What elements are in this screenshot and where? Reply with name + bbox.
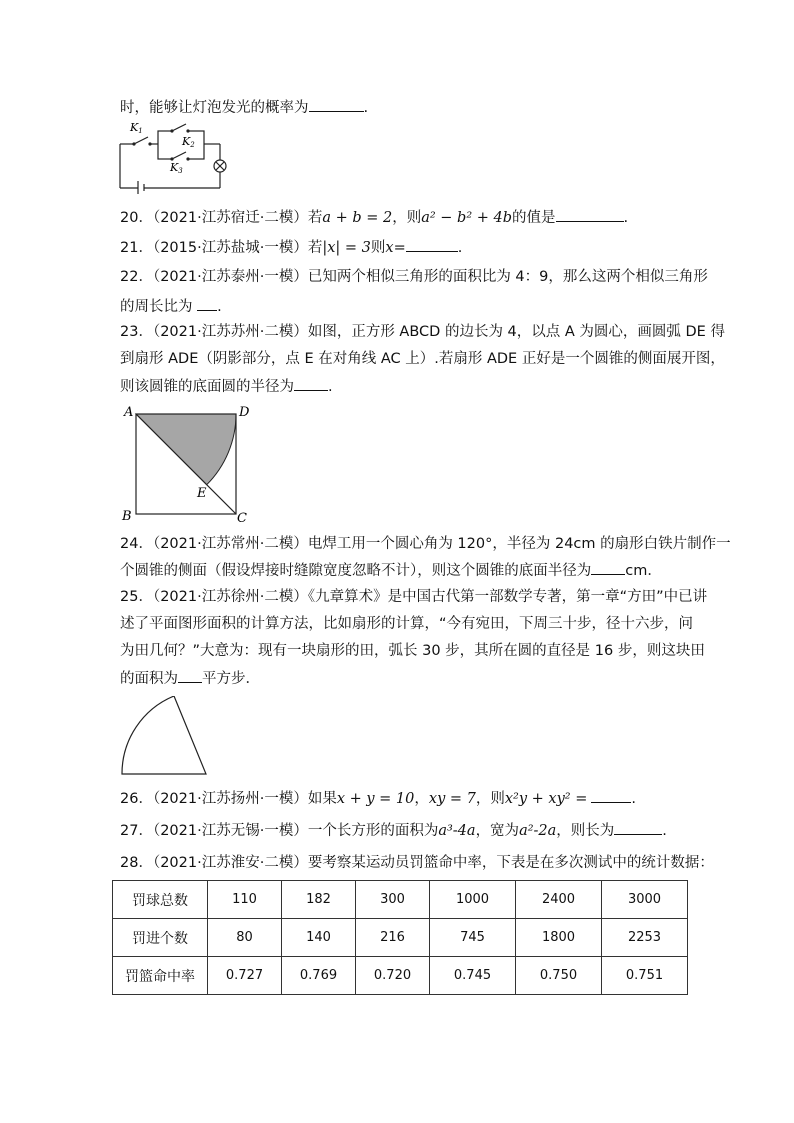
table-cell: 80 — [208, 919, 282, 957]
label-e: E — [197, 486, 207, 501]
table-cell: 140 — [282, 919, 356, 957]
answer-blank[interactable] — [178, 668, 202, 683]
table-cell: 2253 — [602, 919, 688, 957]
table-cell: 0.751 — [602, 957, 688, 995]
row-label: 罚进个数 — [113, 919, 208, 957]
table-cell: 0.750 — [516, 957, 602, 995]
table-cell: 1000 — [430, 881, 516, 919]
free-throw-table — [112, 880, 688, 995]
q23-line3: 则该圆锥的底面圆的半径为 . — [120, 376, 333, 397]
q20: 20．（2021·江苏宿迁·二模）若a + b = 2，则a² − b² + 4b的值是 . — [120, 207, 628, 228]
table-cell: 3000 — [602, 881, 688, 919]
table-cell: 0.720 — [356, 957, 430, 995]
q27: 27．（2021·江苏无锡·一模）一个长方形的面积为a³-4a，宽为a²-2a，则长为 . — [120, 820, 667, 841]
table-cell: 300 — [356, 881, 430, 919]
row-label: 罚篮命中率 — [113, 957, 208, 995]
answer-blank[interactable] — [556, 207, 624, 222]
answer-blank[interactable] — [294, 376, 328, 391]
q22-line1: 22．（2021·江苏泰州·一模）已知两个相似三角形的面积比为 4：9，那么这两个相似三角形 — [120, 269, 708, 285]
answer-blank[interactable] — [197, 296, 217, 311]
q19-text: 时，能够让灯泡发光的概率为 . — [120, 97, 368, 118]
q25-line2: 述了平面图形面积的计算方法，比如扇形的计算，“今有宛田，下周三十步，径十六步，问 — [120, 616, 694, 632]
q28: 28．（2021·江苏淮安·二模）要考察某运动员罚篮命中率，下表是在多次测试中的统计数据： — [120, 855, 714, 871]
table-row — [113, 919, 688, 957]
answer-blank[interactable] — [309, 97, 364, 112]
q25-line4: 的面积为 平方步． — [120, 668, 260, 689]
label-c: C — [237, 511, 247, 526]
table-cell: 0.769 — [282, 957, 356, 995]
q22-line2: 的周长比为 . — [120, 296, 222, 317]
q21: 21．（2015·江苏盐城·一模）若|x| = 3则x= . — [120, 237, 462, 258]
table-cell: 182 — [282, 881, 356, 919]
q24-line1: 24．（2021·江苏常州·二模）电焊工用一个圆心角为 120°，半径为 24cm 的扇形白铁片制作一 — [120, 536, 731, 552]
table-cell: 2400 — [516, 881, 602, 919]
q24-line2: 个圆锥的侧面（假设焊接时缝隙宽度忽略不计），则这个圆锥的底面半径为 cm． — [120, 560, 662, 581]
label-d: D — [239, 405, 250, 420]
label-b: B — [122, 509, 132, 524]
table-row — [113, 881, 688, 919]
q23-line2: 到扇形 ADE（阴影部分，点 E 在对角线 AC 上）.若扇形 ADE 正好是一个圆锥的侧面展开图， — [120, 351, 725, 367]
table-row — [113, 957, 688, 995]
answer-blank[interactable] — [591, 788, 631, 803]
circuit-diagram — [116, 118, 230, 194]
table-cell: 0.727 — [208, 957, 282, 995]
label-a: A — [124, 405, 134, 420]
answer-blank[interactable] — [614, 820, 662, 835]
table-cell: 0.745 — [430, 957, 516, 995]
square-sector-figure — [118, 402, 258, 526]
answer-blank[interactable] — [406, 237, 458, 252]
q25-line1: 25．（2021·江苏徐州·二模）《九章算术》是中国古代第一部数学专著，第一章“方田”中已讲 — [120, 589, 708, 605]
table-cell: 745 — [430, 919, 516, 957]
q23-line1: 23．（2021·江苏苏州·二模）如图，正方形 ABCD 的边长为 4，以点 A 为圆心，画圆弧 DE 得 — [120, 324, 725, 340]
table-cell: 110 — [208, 881, 282, 919]
k3-label: K3 — [170, 161, 183, 175]
sector-field-figure — [118, 696, 214, 780]
table-cell: 1800 — [516, 919, 602, 957]
q25-line3: 为田几何？”大意为：现有一块扇形的田，弧长 30 步，其所在圆的直径是 16 步，则这块田 — [120, 643, 705, 659]
answer-blank[interactable] — [591, 560, 625, 575]
q26: 26．（2021·江苏扬州·一模）如果x + y = 10，xy = 7，则x²y + xy² = . — [120, 788, 636, 809]
table-cell: 216 — [356, 919, 430, 957]
k1-label: K1 — [130, 121, 143, 135]
k2-label: K2 — [182, 135, 195, 149]
row-label: 罚球总数 — [113, 881, 208, 919]
